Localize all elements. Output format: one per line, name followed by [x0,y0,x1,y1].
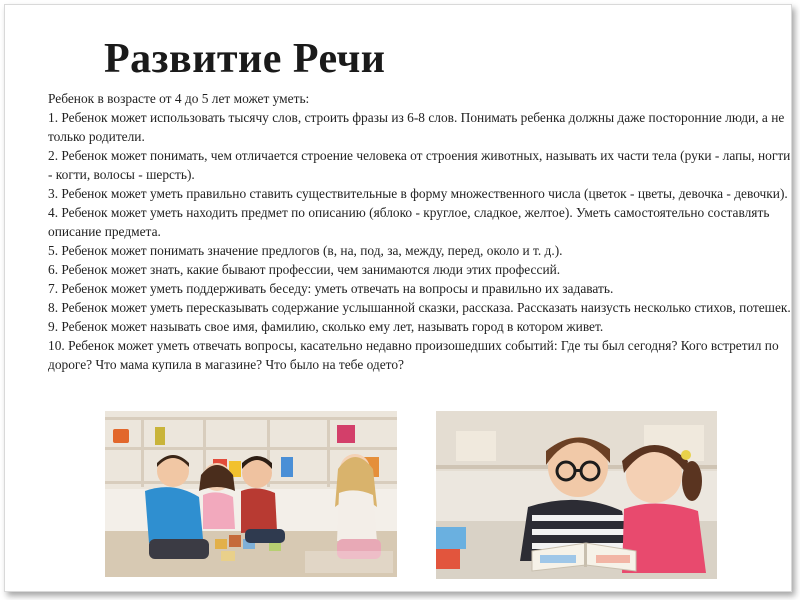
list-item-10: 10. Ребенок может уметь отвечать вопросы, касательно недавно произошедших событий: Где ты был сегодня? Кого встретил по дороге? Что мама купила в магазине? Что было на тебе одето? [48,338,779,372]
list-item-6: 6. Ребенок может знать, какие бывают профессии, чем занимаются люди этих профессий. [48,262,561,277]
slide-body [48,89,798,374]
list-item-3: 3. Ребенок может уметь правильно ставить существительные в форму множественного числа (цветок - цветы, девочка - девочки). [48,186,788,201]
list-item-2: 2. Ребенок может понимать, чем отличается строение человека от строения животных, называть их части тела (руки - лапы, ногти - когти, волосы - шерсть). [48,148,791,182]
list-item-4: 4. Ребенок может уметь находить предмет по описанию (яблоко - круглое, сладкое, желтое). Уметь самостоятельно составлять описание предмета. [48,205,770,239]
list-item-1: 1. Ребенок может использовать тысячу слов, строить фразы из 6-8 слов. Понимать ребенка должны даже посторонние люди, а не только родители. [48,110,785,144]
list-item-7: 7. Ребенок может уметь поддерживать беседу: уметь отвечать на вопросы и правильно их задавать. [48,281,614,296]
list-item-9: 9. Ребенок может называть свое имя, фамилию, сколько ему лет, называть город в котором живет. [48,319,604,334]
slide [4,4,792,592]
intro-line: Ребенок в возрасте от 4 до 5 лет может уметь: [48,91,310,106]
photo-children-playing-blocks [105,411,397,577]
list-item-8: 8. Ребенок может уметь пересказывать содержание услышанной сказки, рассказа. Рассказать наизусть несколько стихов, потешек. [48,300,791,315]
slide-title: Развитие Речи [104,36,386,82]
list-item-5: 5. Ребенок может понимать значение предлогов (в, на, под, за, между, перед, около и т. д.). [48,243,563,258]
photo-children-reading-book [436,411,717,579]
